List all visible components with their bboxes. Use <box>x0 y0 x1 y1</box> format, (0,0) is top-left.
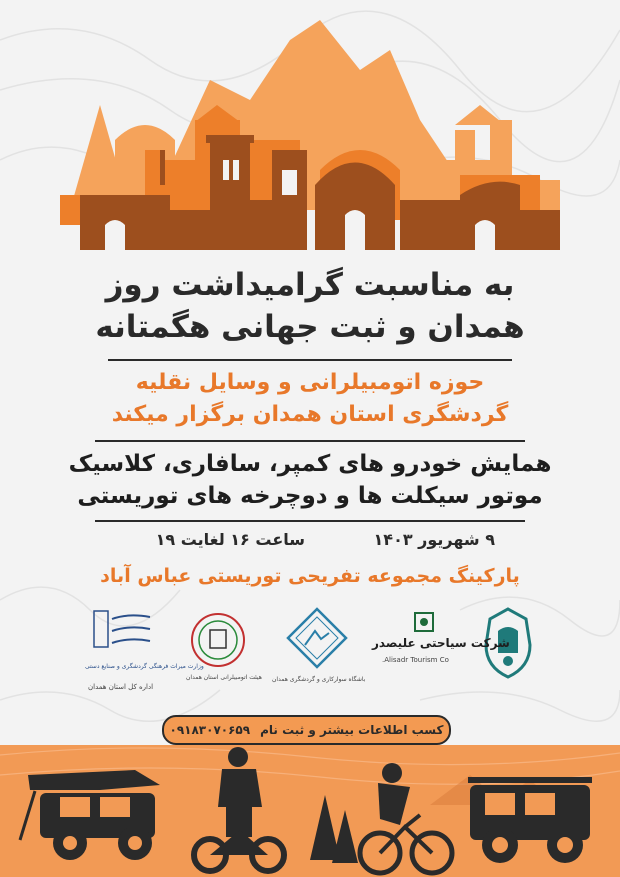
ministry-text: وزارت میراث فرهنگی گردشگری و صنایع دستی <box>85 663 204 670</box>
horse-riding-club-logo <box>285 605 350 680</box>
event-line-2: موتور سیکلت ها و دوچرخه های توریستی <box>77 483 543 509</box>
alisadr-logo-caption: Alisadr Tourism Co. <box>382 656 449 664</box>
title-line-1: به مناسبت گرامیداشت روز <box>105 267 515 303</box>
ministry-caption: اداره کل استان همدان <box>88 683 154 691</box>
camper-jeep-icon <box>20 770 160 860</box>
hamedan-skyline-illustration <box>60 10 560 255</box>
mountain-biker-icon <box>360 763 452 873</box>
event-date: ۹ شهریور ۱۴۰۳ <box>373 530 495 549</box>
event-line-1: همایش خودرو های کمپر، سافاری، کلاسیک <box>68 451 552 477</box>
divider <box>95 440 525 442</box>
event-time: ساعت ۱۶ لغایت ۱۹ <box>155 530 305 549</box>
divider <box>108 359 512 361</box>
registration-label: کسب اطلاعات بیشتر و ثبت نام <box>260 723 444 737</box>
horse-club-caption: باشگاه سوارکاری و گردشگری همدان <box>272 676 366 683</box>
motorsport-caption: هیئت اتومبیلرانی استان همدان <box>186 674 262 681</box>
organizer-line-2: گردشگری استان همدان برگزار میکند <box>111 402 509 427</box>
registration-info-bar[interactable] <box>162 715 451 745</box>
motorcycle-rider-icon <box>194 747 284 871</box>
event-location: پارکینگ مجموعه تفریحی توریستی عباس آباد <box>100 565 520 587</box>
phone-number[interactable]: ۰۹۱۸۳۰۷۰۶۵۹ <box>169 723 251 737</box>
vehicles-banner <box>0 745 620 877</box>
divider <box>95 520 525 522</box>
alisadr-logo-text: شرکت سیاحتی علیصدر <box>372 636 510 650</box>
pine-trees-icon <box>310 795 358 863</box>
safari-jeep-icon <box>468 777 592 863</box>
title-line-2: همدان و ثبت جهانی هگمتانه <box>95 309 525 345</box>
organizer-line-1: حوزه اتومبیلرانی و وسایل نقلیه <box>135 370 485 395</box>
